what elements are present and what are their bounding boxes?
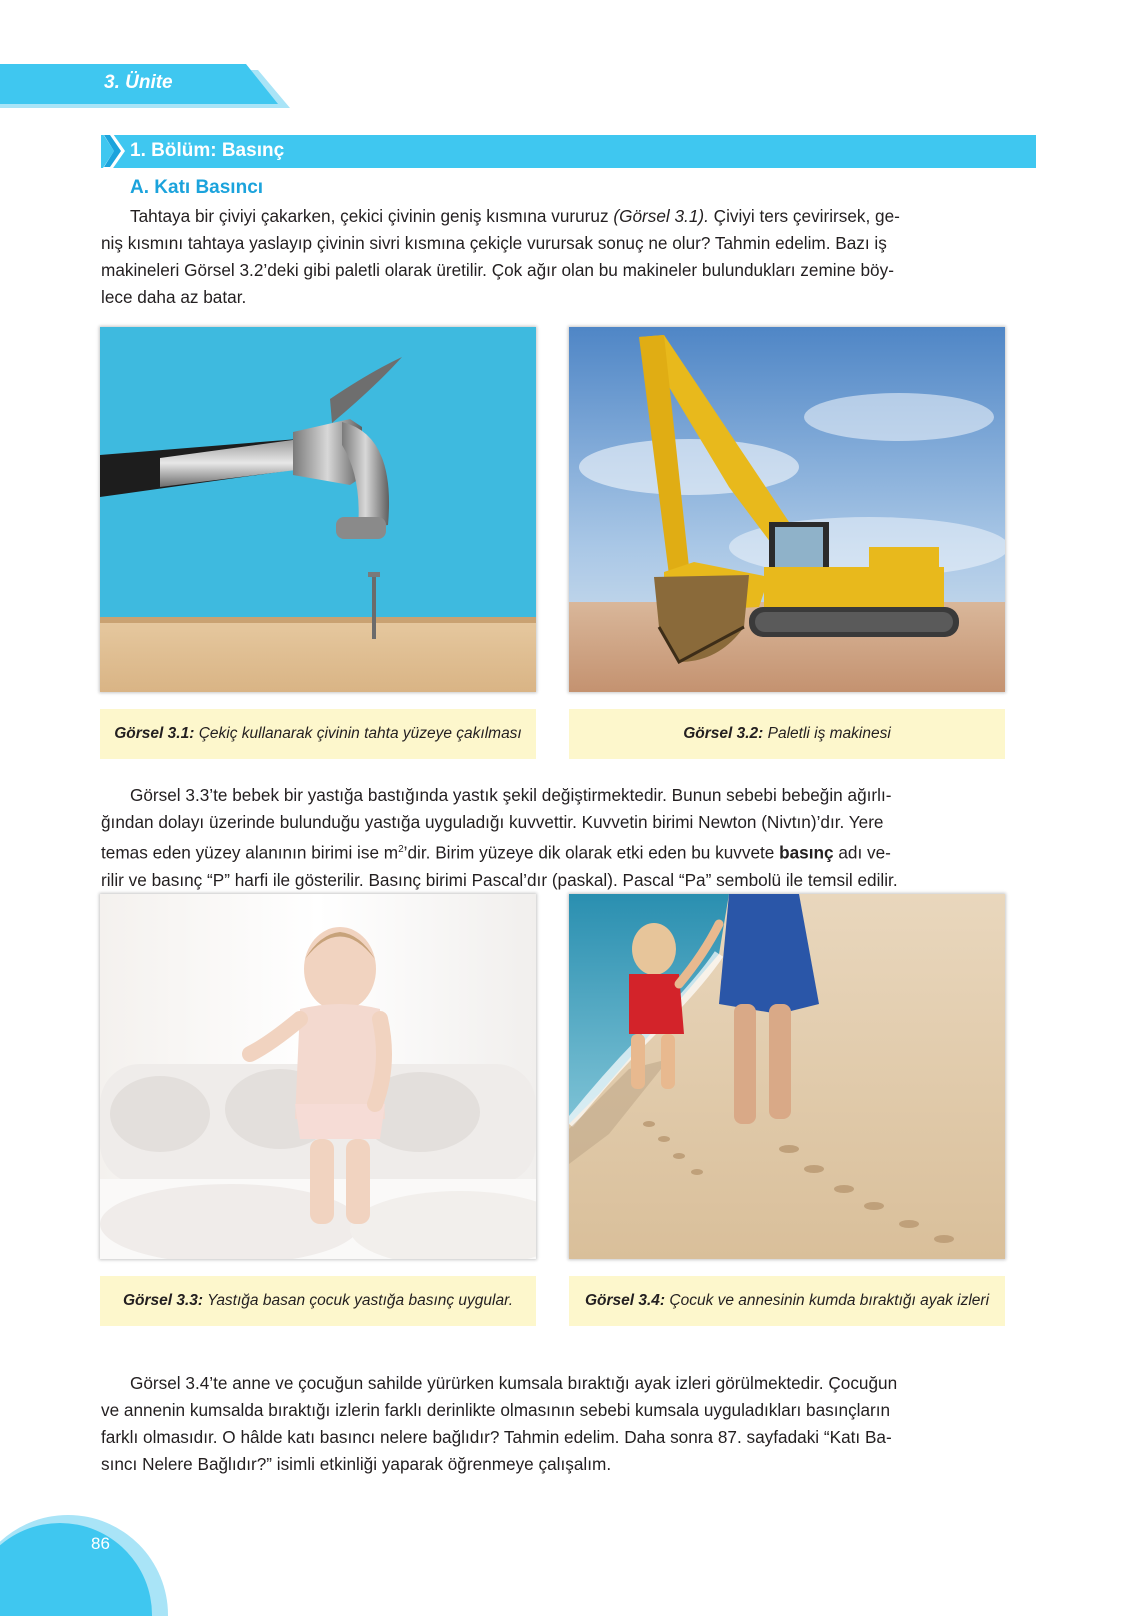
caption-label: Görsel 3.2: <box>683 725 764 742</box>
paragraph-intro <box>101 203 1037 311</box>
text-line: ğından dolayı üzerinde bulunduğu yastığa uyguladığı kuvvettir. Kuvvetin birimi Newton (Nivtın)’dır. Yere <box>101 812 884 832</box>
caption-figure-3-4 <box>569 1276 1005 1326</box>
caption-figure-3-1 <box>100 709 536 759</box>
keyword-basinc: basınç <box>779 842 834 863</box>
caption-text: Görsel 3.1: Çekiç kullanarak çivinin tahta yüzeye çakılması <box>114 725 522 742</box>
figure-excavator <box>569 327 1005 692</box>
caption-label: Görsel 3.3: <box>122 1292 204 1309</box>
text-line: temas eden yüzey alanının birimi ise $m^2’dir$. Birim yüzeye dik olarak etki eden bu kuvvete basınç adı ve- <box>101 842 891 863</box>
figure-hammer-nail <box>100 327 536 692</box>
text-line: Tahtaya bir çiviyi çakarken, çekici çivinin geniş kısmına vururuz (Görsel 3.1). Çiviyi ters çevirirsek, ge- <box>130 206 900 226</box>
caption-label: Görsel 3.1: <box>114 725 195 742</box>
paragraph-footprints <box>101 1370 1037 1478</box>
hammer-nail-image <box>100 327 536 692</box>
text-line: ve annenin kumsalda bıraktığı izlerin farklı derinlikte olmasının sebebi kumsala uyguladıkları basınçların <box>101 1400 891 1420</box>
text-line: niş kısmını tahtaya yaslayıp çivinin sivri kısmına çekiçle vurursak sonuç ne olur? Tahmin edelim. Bazı iş <box>101 233 887 253</box>
baby-pillow-image <box>100 894 536 1259</box>
text-line: rilir ve basınç “P” harfi ile gösterilir. Basınç birimi Pascal’dır (paskal). Pascal “Pa” sembolü ile temsil edilir. <box>101 869 898 890</box>
section-title: 1. Bölüm: Basınç <box>130 140 285 161</box>
unit-title: 3. Ünite <box>104 72 173 93</box>
paragraph-pressure-definition <box>101 782 1037 894</box>
caption-text: Görsel 3.3: Yastığa basan çocuk yastığa basınç uygular. <box>122 1292 514 1309</box>
caption-text: Görsel 3.2: Paletli iş makinesi <box>683 725 891 742</box>
text-line: sıncı Nelere Bağlıdır?” isimli etkinliği yaparak öğrenmeye çalışalım. <box>101 1454 612 1474</box>
page-number-badge <box>0 1515 170 1616</box>
caption-text: Görsel 3.4: Çocuk ve annesinin kumda bıraktığı ayak izleri <box>584 1292 990 1309</box>
beach-footprints-image <box>569 894 1005 1259</box>
excavator-image <box>569 327 1005 692</box>
text-line: Görsel 3.3’te bebek bir yastığa bastığında yastık şekil değiştirmektedir. Bunun sebebi bebeğin ağırlı- <box>130 785 892 805</box>
figure-reference: (Görsel 3.1). <box>613 206 709 226</box>
page-number: 86 <box>91 1534 110 1553</box>
text-line: makineleri Görsel 3.2’deki gibi paletli olarak üretilir. Çok ağır olan bu makineler bulundukları zemine böy- <box>101 260 894 280</box>
caption-figure-3-3 <box>100 1276 536 1326</box>
text-line: lece daha az batar. <box>101 287 247 307</box>
superscript: 2 <box>398 844 404 855</box>
caption-figure-3-2 <box>569 709 1005 759</box>
figure-baby-pillow <box>100 894 536 1259</box>
figure-beach-footprints <box>569 894 1005 1259</box>
subsection-title: A. Katı Basıncı <box>130 177 264 198</box>
chevron-right-icon <box>101 131 127 171</box>
text-line: farklı olmasıdır. O hâlde katı basıncı nelere bağlıdır? Tahmin edelim. Daha sonra 87. sayfadaki “Katı Ba- <box>101 1427 892 1447</box>
caption-label: Görsel 3.4: <box>584 1292 666 1309</box>
text-line: Görsel 3.4’te anne ve çocuğun sahilde yürürken kumsala bıraktığı ayak izleri görülmektedir. Çocuğun <box>130 1373 898 1393</box>
